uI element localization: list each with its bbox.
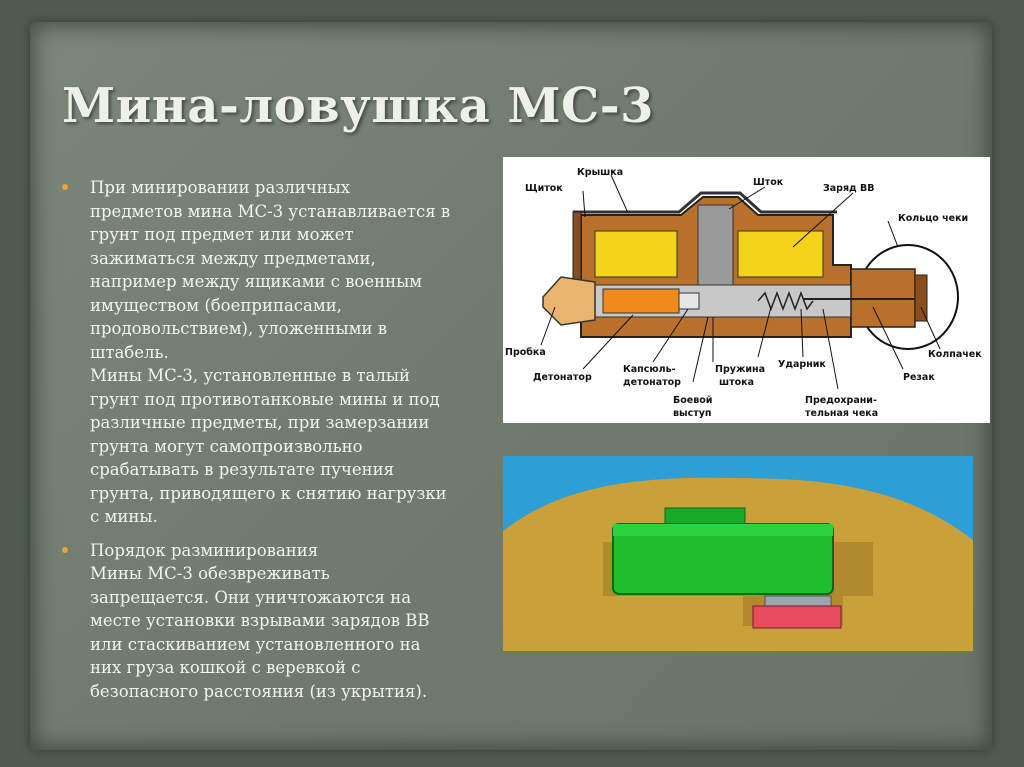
label-pruzhina-2: штока bbox=[719, 377, 754, 388]
label-kapsyul-2: детонатор bbox=[623, 377, 681, 388]
mine-cross-section-diagram bbox=[503, 157, 990, 423]
paragraph-demining: Порядок разминирования Мины МС-3 обезвреживать запрещается. Они уничтожаются на месте установки взрывами зарядов ВВ или стаскиванием установленного на них груза кошкой с веревкой с безопасного расстояния (из укрытия). bbox=[90, 540, 430, 701]
label-shtok: Шток bbox=[753, 177, 784, 188]
label-kryshka: Крышка bbox=[577, 167, 624, 178]
label-boevoy-1: Боевой bbox=[673, 395, 713, 406]
cap-shape bbox=[915, 275, 927, 321]
bullet-item-demining bbox=[62, 539, 480, 704]
bullet-dot-icon bbox=[62, 184, 68, 190]
shield-shape bbox=[573, 212, 581, 282]
diagram-svg bbox=[503, 157, 990, 423]
charge-left-shape bbox=[595, 231, 677, 277]
label-zaryad: Заряд ВВ bbox=[823, 183, 875, 194]
label-probka: Пробка bbox=[505, 347, 546, 358]
paragraph-installation: При минировании различных предметов мина МС-3 устанавливается в грунт под предмет или может зажиматься между предметами, например между ящиками с военным имуществом (боеприпасами, продовольствием), уложенными в штабель. Мины МС-3, установленные в талый грунт под противотанковые мины и под различные предметы, при замерзании грунта могут самопроизвольно срабатывать в результате пучения грунта, приводящего к снятию нагрузки с мины. bbox=[90, 178, 451, 526]
detonator-shape bbox=[603, 289, 679, 313]
label-udarnik: Ударник bbox=[778, 359, 826, 370]
label-pruzhina-1: Пружина bbox=[715, 364, 766, 375]
installation-svg bbox=[503, 456, 973, 651]
charge-right-shape bbox=[738, 231, 823, 277]
label-kapsyul-1: Капсюль- bbox=[623, 364, 676, 375]
label-rezak: Резак bbox=[903, 372, 935, 383]
label-kolpachek: Колпачек bbox=[928, 349, 982, 360]
bullet-dot-icon bbox=[62, 547, 68, 553]
bullet-item-installation bbox=[62, 176, 480, 529]
slide-body bbox=[62, 176, 480, 713]
mine-installation-illustration bbox=[503, 456, 973, 651]
label-boevoy-2: выступ bbox=[673, 408, 712, 419]
label-chek-1: Предохрани- bbox=[805, 395, 877, 406]
ms3-body-shape bbox=[753, 606, 841, 628]
label-koltso: Кольцо чеки bbox=[898, 213, 969, 224]
slide-title: Мина-ловушка МС-3 bbox=[62, 78, 655, 134]
mine-rim-shape bbox=[613, 524, 833, 536]
label-chek-2: тельная чека bbox=[805, 408, 879, 419]
label-shchitok: Щиток bbox=[525, 183, 563, 194]
capsule-detonator-shape bbox=[679, 293, 699, 309]
label-detonator: Детонатор bbox=[533, 372, 592, 383]
